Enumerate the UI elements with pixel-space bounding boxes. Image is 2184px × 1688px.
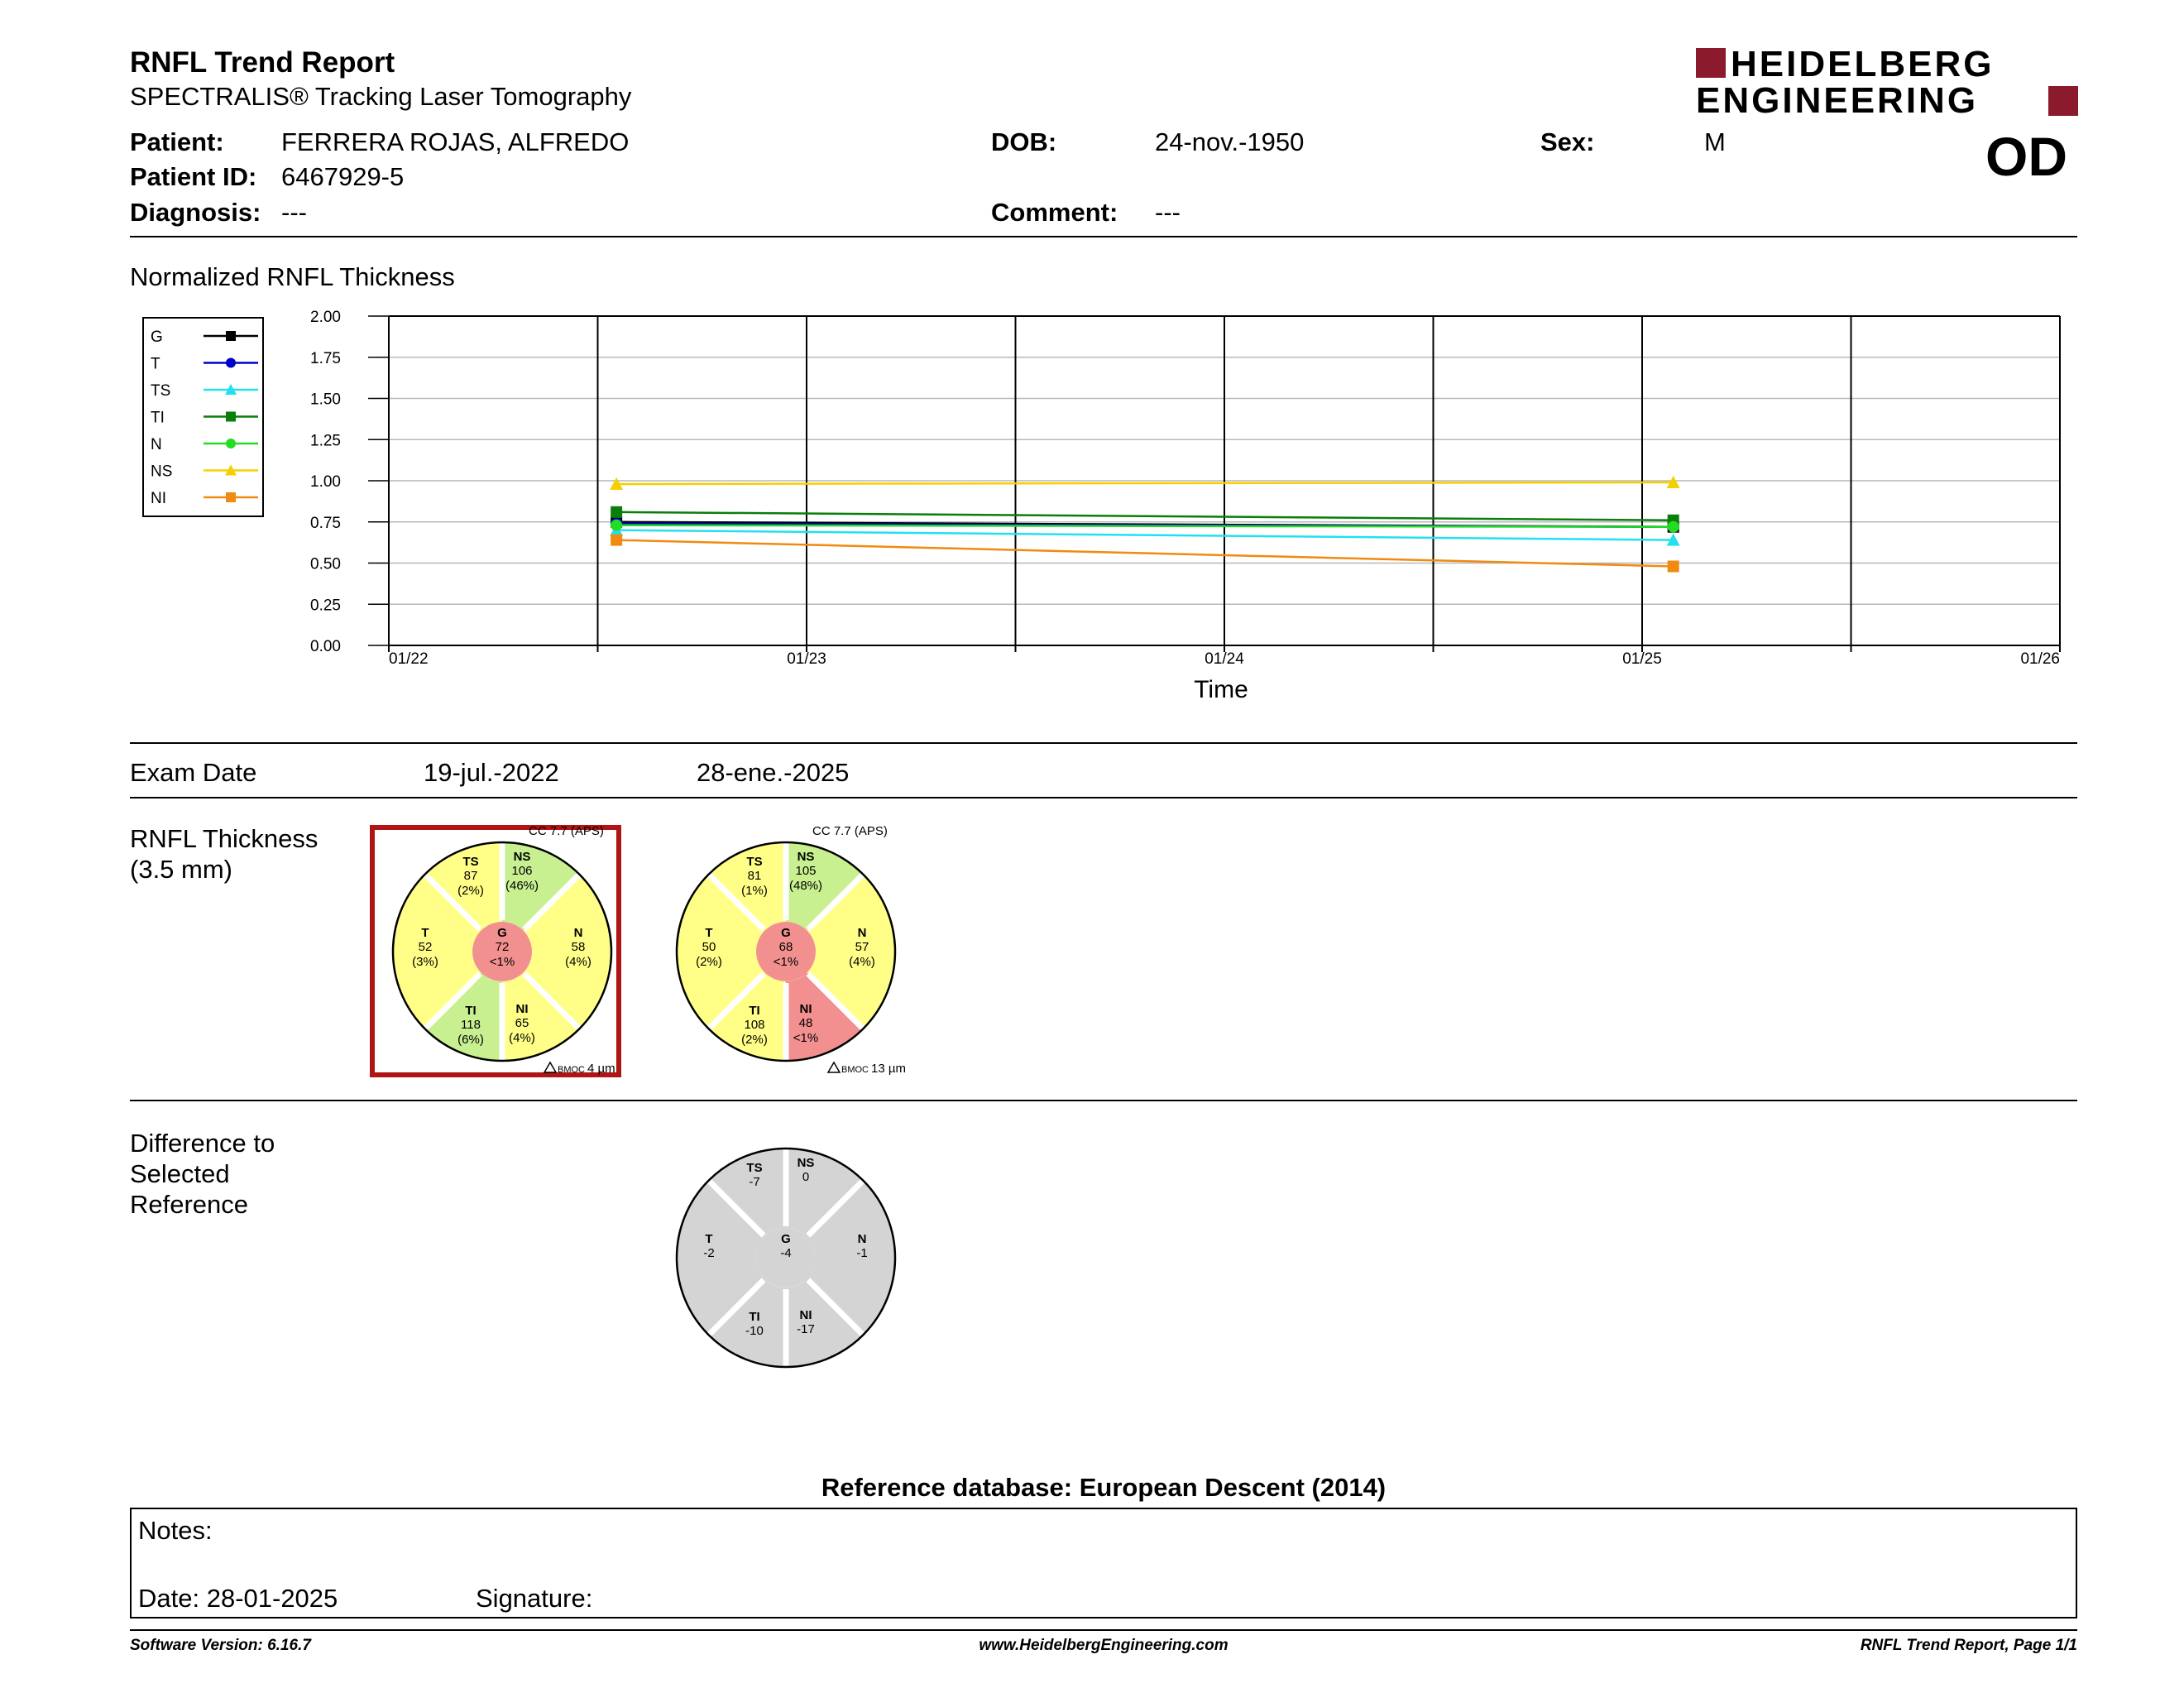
notes-label: Notes:	[138, 1516, 213, 1545]
sector-name: NS	[797, 850, 815, 864]
chart-divider	[130, 742, 2077, 744]
notes-box[interactable]	[130, 1508, 2077, 1618]
sector-name: NS	[513, 850, 531, 864]
sector-name: G	[781, 1232, 791, 1246]
sector-value: 106	[511, 864, 533, 878]
signature-label: Signature:	[476, 1584, 593, 1613]
date-label: Date: 28-01-2025	[138, 1584, 338, 1613]
cc-label: CC 7.7 (APS)	[529, 824, 604, 838]
cc-label: CC 7.7 (APS)	[812, 824, 888, 838]
sector-name: N	[857, 926, 867, 940]
sector-percentile: <1%	[793, 1031, 819, 1045]
sector-name: NS	[797, 1156, 815, 1170]
sector-value: -7	[749, 1175, 760, 1189]
y-tick-label: 2.00	[310, 309, 341, 326]
rnfl-thickness-label: RNFL Thickness	[130, 824, 318, 853]
bmoc-label: BMOC	[841, 1065, 869, 1075]
sector-percentile: <1%	[489, 955, 515, 969]
rnfl-thickness-sublabel: (3.5 mm)	[130, 855, 232, 884]
sector-name: NI	[799, 1002, 812, 1016]
sector-name: TS	[746, 1161, 763, 1175]
legend-label-t: T	[151, 355, 160, 373]
exam-date-1: 19-jul.-2022	[424, 758, 559, 787]
patient-id-label: Patient ID:	[130, 162, 257, 191]
sector-percentile: (4%)	[509, 1031, 535, 1045]
x-tick-label: 01/26	[2020, 650, 2060, 668]
sector-name: G	[781, 926, 791, 940]
diagnosis-value: ---	[281, 198, 307, 227]
x-tick-label: 01/23	[787, 650, 826, 668]
sector-percentile: (4%)	[565, 955, 592, 969]
y-tick-label: 0.75	[310, 514, 341, 532]
thickness-circle-exam-2[interactable]	[654, 819, 918, 1084]
sector-percentile: (2%)	[696, 955, 722, 969]
y-tick-label: 1.25	[310, 432, 341, 450]
patient-id-value: 6467929-5	[281, 162, 405, 191]
page-number: RNFL Trend Report, Page 1/1	[1860, 1637, 2077, 1654]
y-tick-label: 0.25	[310, 597, 341, 615]
sector-value: 118	[461, 1018, 481, 1032]
series-ni	[611, 535, 1679, 573]
sector-name: NI	[799, 1308, 812, 1322]
sector-name: T	[421, 926, 429, 940]
difference-label-2: Selected	[130, 1159, 230, 1188]
reference-database: Reference database: European Descent (2014)	[821, 1473, 1387, 1502]
logo-line1: HEIDELBERG	[1731, 45, 1995, 84]
sector-value: -4	[780, 1246, 792, 1260]
sector-value: 68	[778, 940, 793, 954]
sector-name: N	[857, 1232, 867, 1246]
data-point-ni	[611, 535, 622, 546]
series-line-ts	[616, 530, 1674, 540]
sector-value: -1	[856, 1246, 868, 1260]
footer-divider	[130, 1629, 2077, 1631]
x-tick-label: 01/24	[1205, 650, 1244, 668]
sector-value: 0	[802, 1170, 810, 1184]
y-tick-label: 1.50	[310, 391, 341, 409]
delta-icon	[544, 1062, 556, 1072]
thickness-divider	[130, 1100, 2077, 1101]
bmoc-indicator	[828, 1062, 906, 1076]
sector-name: G	[497, 926, 507, 940]
bmoc-label: BMOC	[558, 1065, 585, 1075]
sector-value: 50	[702, 940, 716, 954]
difference-label-3: Reference	[130, 1190, 249, 1219]
bmoc-value: 4 µm	[587, 1062, 615, 1076]
difference-label-1: Difference to	[130, 1129, 275, 1158]
sector-percentile: (6%)	[457, 1033, 484, 1047]
exam-date-label: Exam Date	[130, 758, 257, 787]
sector-value: 105	[795, 864, 817, 878]
sector-name: TS	[462, 855, 479, 869]
sector-name: N	[573, 926, 583, 940]
sector-value: 58	[571, 940, 586, 954]
x-tick-label: 01/25	[1622, 650, 1662, 668]
sector-label-g	[780, 1232, 791, 1260]
sector-percentile: (2%)	[457, 884, 484, 898]
y-tick-label: 1.75	[310, 349, 341, 367]
sector-percentile: (48%)	[788, 879, 823, 893]
series-ns	[610, 476, 1680, 490]
sector-value: 52	[418, 940, 433, 954]
logo-line2: ENGINEERING	[1696, 80, 1979, 119]
thickness-circle-exam-1[interactable]	[370, 819, 635, 1084]
delta-icon	[828, 1062, 840, 1072]
legend-label-ti: TI	[151, 409, 165, 427]
sector-name: TS	[746, 855, 763, 869]
exam-divider	[130, 797, 2077, 798]
sex-label: Sex:	[1540, 127, 1595, 156]
website-link[interactable]: www.HeidelbergEngineering.com	[979, 1637, 1228, 1654]
y-tick-label: 0.50	[310, 555, 341, 573]
patient-label: Patient:	[130, 127, 224, 156]
legend-label-g: G	[151, 328, 163, 346]
difference-circle	[654, 1125, 918, 1390]
sector-value: 65	[515, 1016, 529, 1030]
sector-value: -2	[703, 1246, 715, 1260]
series-line-ni	[616, 540, 1674, 567]
comment-label: Comment:	[991, 198, 1118, 227]
sector-value: 72	[495, 940, 510, 954]
sector-name: TI	[749, 1310, 760, 1324]
trend-chart	[0, 0, 2184, 728]
sector-name: NI	[515, 1002, 529, 1016]
series-line-ti	[616, 512, 1674, 520]
sector-value: 48	[798, 1016, 813, 1030]
sector-value: 87	[463, 869, 478, 883]
bmoc-value: 13 µm	[871, 1062, 906, 1076]
exam-date-2: 28-ene.-2025	[697, 758, 850, 787]
sector-value: 57	[855, 940, 869, 954]
y-tick-label: 1.00	[310, 473, 341, 491]
dob-label: DOB:	[991, 127, 1057, 156]
eye-indicator: OD	[1985, 126, 2067, 187]
data-point-n	[611, 520, 622, 531]
y-tick-label: 0.00	[310, 638, 341, 655]
legend-label-n: N	[151, 436, 162, 453]
software-version: Software Version: 6.16.7	[130, 1637, 311, 1654]
sector-value: -17	[797, 1322, 815, 1336]
data-point-ti	[611, 506, 622, 518]
report-subtitle: SPECTRALIS® Tracking Laser Tomography	[130, 82, 632, 111]
sector-name: TI	[749, 1004, 760, 1018]
sector-percentile: <1%	[773, 955, 799, 969]
data-point-ni	[1668, 560, 1679, 572]
sector-value: 108	[744, 1018, 765, 1032]
sector-percentile: (4%)	[849, 955, 875, 969]
bmoc-indicator	[544, 1062, 615, 1076]
sector-percentile: (3%)	[412, 955, 438, 969]
data-point-n	[1668, 521, 1679, 533]
sex-value: M	[1704, 127, 1726, 156]
sector-percentile: (2%)	[741, 1033, 768, 1047]
patient-name: FERRERA ROJAS, ALFREDO	[281, 127, 630, 156]
sector-name: T	[705, 926, 713, 940]
diagnosis-label: Diagnosis:	[130, 198, 261, 227]
report-title: RNFL Trend Report	[130, 46, 395, 79]
sector-name: T	[705, 1232, 713, 1246]
legend-label-ns: NS	[151, 463, 173, 481]
series-line-ns	[616, 482, 1674, 484]
legend-label-ni: NI	[151, 490, 166, 507]
x-tick-label: 01/22	[389, 650, 429, 668]
sector-label-n	[856, 1232, 867, 1260]
sector-percentile: (1%)	[741, 884, 768, 898]
sector-percentile: (46%)	[505, 879, 539, 893]
sector-value: 81	[747, 869, 762, 883]
x-axis-title: Time	[1194, 676, 1248, 703]
sector-name: TI	[465, 1004, 477, 1018]
trend-section-title: Normalized RNFL Thickness	[130, 262, 455, 291]
comment-value: ---	[1155, 198, 1181, 227]
dob-value: 24-nov.-1950	[1155, 127, 1305, 156]
legend-label-ts: TS	[151, 382, 171, 400]
sector-value: -10	[745, 1324, 764, 1338]
